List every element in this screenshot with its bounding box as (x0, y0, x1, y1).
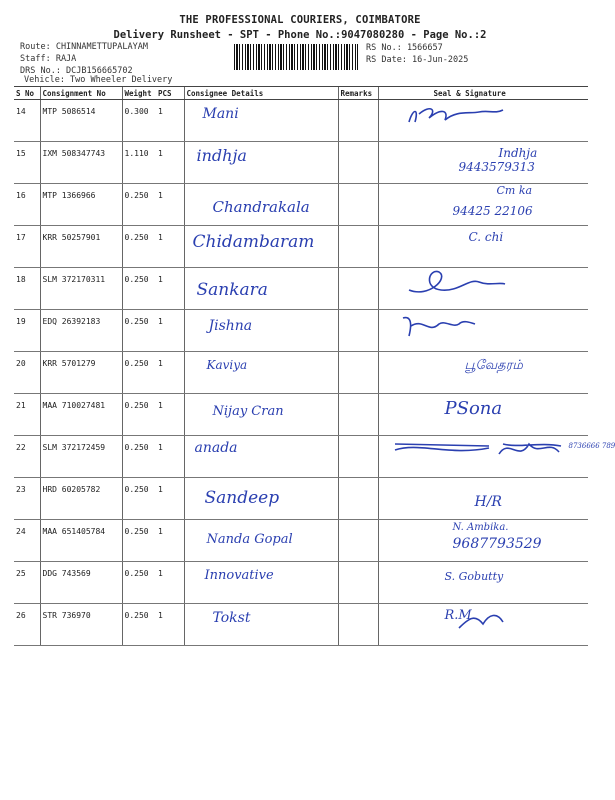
staff-label: Staff: RAJA (20, 54, 77, 64)
cell-remarks (338, 226, 378, 268)
cell-remarks (338, 436, 378, 478)
barcode (234, 44, 358, 70)
cell-weight: 0.250 (122, 310, 156, 352)
cell-weight: 0.250 (122, 520, 156, 562)
cell-consignee (184, 478, 338, 520)
cell-sno: 19 (14, 310, 40, 352)
cell-pcs: 1 (156, 226, 184, 268)
cell-pcs: 1 (156, 142, 184, 184)
handwritten-signature-text: N. Ambika. (452, 522, 509, 533)
signature-scribble (379, 436, 589, 476)
cell-pcs: 1 (156, 604, 184, 646)
cell-pcs: 1 (156, 478, 184, 520)
cell-consignee (184, 310, 338, 352)
table-row (14, 310, 588, 352)
cell-consignment: MTP 1366966 (40, 184, 122, 226)
handwritten-signature-text: H/R (474, 494, 502, 510)
rs-date: RS Date: 16-Jun-2025 (366, 55, 469, 65)
table-row (14, 100, 588, 142)
cell-consignee (184, 562, 338, 604)
cell-remarks (338, 268, 378, 310)
handwritten-consignee-name: Chandrakala (212, 198, 310, 216)
cell-remarks (338, 604, 378, 646)
cell-sno: 18 (14, 268, 40, 310)
table-row (14, 604, 588, 646)
table-row (14, 436, 588, 478)
cell-signature (378, 520, 588, 562)
handwritten-signature-note: 9443579313 (458, 160, 535, 174)
cell-consignee (184, 142, 338, 184)
col-sno: S No (14, 87, 40, 100)
cell-pcs: 1 (156, 100, 184, 142)
handwritten-signature-note: 8736666 789 (568, 442, 615, 450)
handwritten-signature-text: PSona (444, 398, 503, 419)
cell-pcs: 1 (156, 394, 184, 436)
col-weight: Weight (122, 87, 156, 100)
table-header-row (14, 87, 588, 100)
cell-remarks (338, 310, 378, 352)
cell-signature (378, 142, 588, 184)
cell-pcs: 1 (156, 184, 184, 226)
cell-consignment: SLM 372172459 (40, 436, 122, 478)
cell-signature (378, 268, 588, 310)
handwritten-signature-text: Cm ka (496, 184, 533, 197)
handwritten-signature-note: 9687793529 (452, 536, 542, 552)
cell-remarks (338, 100, 378, 142)
cell-remarks (338, 520, 378, 562)
cell-consignee (184, 352, 338, 394)
col-consignment: Consignment No (40, 87, 122, 100)
cell-weight: 0.250 (122, 268, 156, 310)
cell-consignment: IXM 508347743 (40, 142, 122, 184)
cell-weight: 0.250 (122, 226, 156, 268)
signature-scribble (379, 268, 589, 308)
cell-signature (378, 394, 588, 436)
col-consignee: Consignee Details (184, 87, 338, 100)
cell-consignee (184, 520, 338, 562)
cell-consignee (184, 226, 338, 268)
col-remarks: Remarks (338, 87, 378, 100)
cell-sno: 22 (14, 436, 40, 478)
cell-consignee (184, 268, 338, 310)
cell-consignee (184, 604, 338, 646)
handwritten-signature-text: R.M (444, 608, 472, 623)
handwritten-consignee-name: Innovative (204, 568, 274, 583)
cell-signature (378, 184, 588, 226)
cell-consignment: SLM 372170311 (40, 268, 122, 310)
delivery-table (14, 86, 615, 646)
handwritten-signature-note: 94425 22106 (452, 204, 533, 218)
table-row (14, 142, 588, 184)
handwritten-consignee-name: Sandeep (204, 488, 280, 508)
cell-consignment: EDQ 26392183 (40, 310, 122, 352)
cell-signature (378, 478, 588, 520)
handwritten-consignee-name: Tokst (212, 610, 251, 626)
company-title: THE PROFESSIONAL COURIERS, COIMBATORE (179, 14, 421, 26)
cell-weight: 0.250 (122, 562, 156, 604)
cell-weight: 1.110 (122, 142, 156, 184)
handwritten-consignee-name: Mani (202, 106, 239, 122)
cell-sno: 24 (14, 520, 40, 562)
cell-consignment: HRD 60205782 (40, 478, 122, 520)
cell-signature (378, 352, 588, 394)
cell-sno: 21 (14, 394, 40, 436)
cell-consignee (184, 436, 338, 478)
drs-number: DRS No.: DCJB156665702 (20, 66, 133, 76)
cell-weight: 0.300 (122, 100, 156, 142)
cell-remarks (338, 184, 378, 226)
cell-consignment: DDG 743569 (40, 562, 122, 604)
cell-consignment: STR 736970 (40, 604, 122, 646)
rs-number: RS No.: 1566657 (366, 43, 443, 53)
handwritten-consignee-name: indhja (196, 146, 247, 165)
cell-consignee (184, 394, 338, 436)
table-row (14, 394, 588, 436)
vehicle-label: Vehicle: Two Wheeler Delivery (24, 75, 173, 85)
cell-pcs: 1 (156, 562, 184, 604)
cell-weight: 0.250 (122, 394, 156, 436)
cell-pcs: 1 (156, 310, 184, 352)
cell-pcs: 1 (156, 268, 184, 310)
cell-pcs: 1 (156, 352, 184, 394)
table-row (14, 478, 588, 520)
cell-weight: 0.250 (122, 436, 156, 478)
col-signature: Seal & Signature (378, 87, 588, 100)
handwritten-consignee-name: Nanda Gopal (206, 532, 293, 547)
handwritten-consignee-name: anada (194, 440, 238, 456)
runsheet-subtitle: Delivery Runsheet - SPT - Phone No.:9047080280 - Page No.:2 (113, 29, 487, 41)
cell-signature (378, 604, 588, 646)
cell-sno: 25 (14, 562, 40, 604)
cell-remarks (338, 478, 378, 520)
col-pcs: PCS (156, 87, 184, 100)
cell-sno: 16 (14, 184, 40, 226)
cell-consignment: KRR 5701279 (40, 352, 122, 394)
cell-sno: 17 (14, 226, 40, 268)
table-row (14, 184, 588, 226)
cell-sno: 26 (14, 604, 40, 646)
cell-consignment: MAA 710027481 (40, 394, 122, 436)
cell-consignment: KRR 50257901 (40, 226, 122, 268)
cell-consignment: MTP 5086514 (40, 100, 122, 142)
cell-sno: 14 (14, 100, 40, 142)
table-row (14, 352, 588, 394)
handwritten-consignee-name: Sankara (196, 280, 268, 300)
handwritten-signature-text: பூவேதரம் (464, 358, 523, 373)
cell-remarks (338, 352, 378, 394)
cell-remarks (338, 562, 378, 604)
cell-signature (378, 562, 588, 604)
cell-weight: 0.250 (122, 184, 156, 226)
cell-remarks (338, 142, 378, 184)
table-row (14, 268, 588, 310)
cell-pcs: 1 (156, 520, 184, 562)
cell-sno: 20 (14, 352, 40, 394)
cell-remarks (338, 394, 378, 436)
handwritten-consignee-name: Chidambaram (192, 232, 315, 252)
handwritten-signature-text: C. chi (468, 230, 504, 244)
handwritten-consignee-name: Kaviya (206, 358, 248, 372)
cell-consignee (184, 100, 338, 142)
signature-scribble (379, 604, 589, 644)
handwritten-consignee-name: Nijay Cran (212, 404, 284, 419)
handwritten-signature-text: S. Gobutty (444, 570, 504, 583)
cell-consignment: MAA 651405784 (40, 520, 122, 562)
cell-weight: 0.250 (122, 478, 156, 520)
signature-scribble (379, 100, 589, 140)
cell-pcs: 1 (156, 436, 184, 478)
handwritten-consignee-name: Jishna (208, 318, 253, 334)
cell-sno: 23 (14, 478, 40, 520)
cell-signature (378, 436, 615, 478)
route-label: Route: CHINNAMETTUPALAYAM (20, 42, 148, 52)
table-row (14, 562, 588, 604)
table-row (14, 226, 588, 268)
cell-sno: 15 (14, 142, 40, 184)
cell-signature (378, 226, 588, 268)
cell-signature (378, 310, 588, 352)
signature-scribble (379, 310, 589, 350)
cell-consignee (184, 184, 338, 226)
cell-weight: 0.250 (122, 604, 156, 646)
table-row (14, 520, 588, 562)
cell-weight: 0.250 (122, 352, 156, 394)
cell-signature (378, 100, 588, 142)
handwritten-signature-text: Indhja (498, 146, 538, 160)
